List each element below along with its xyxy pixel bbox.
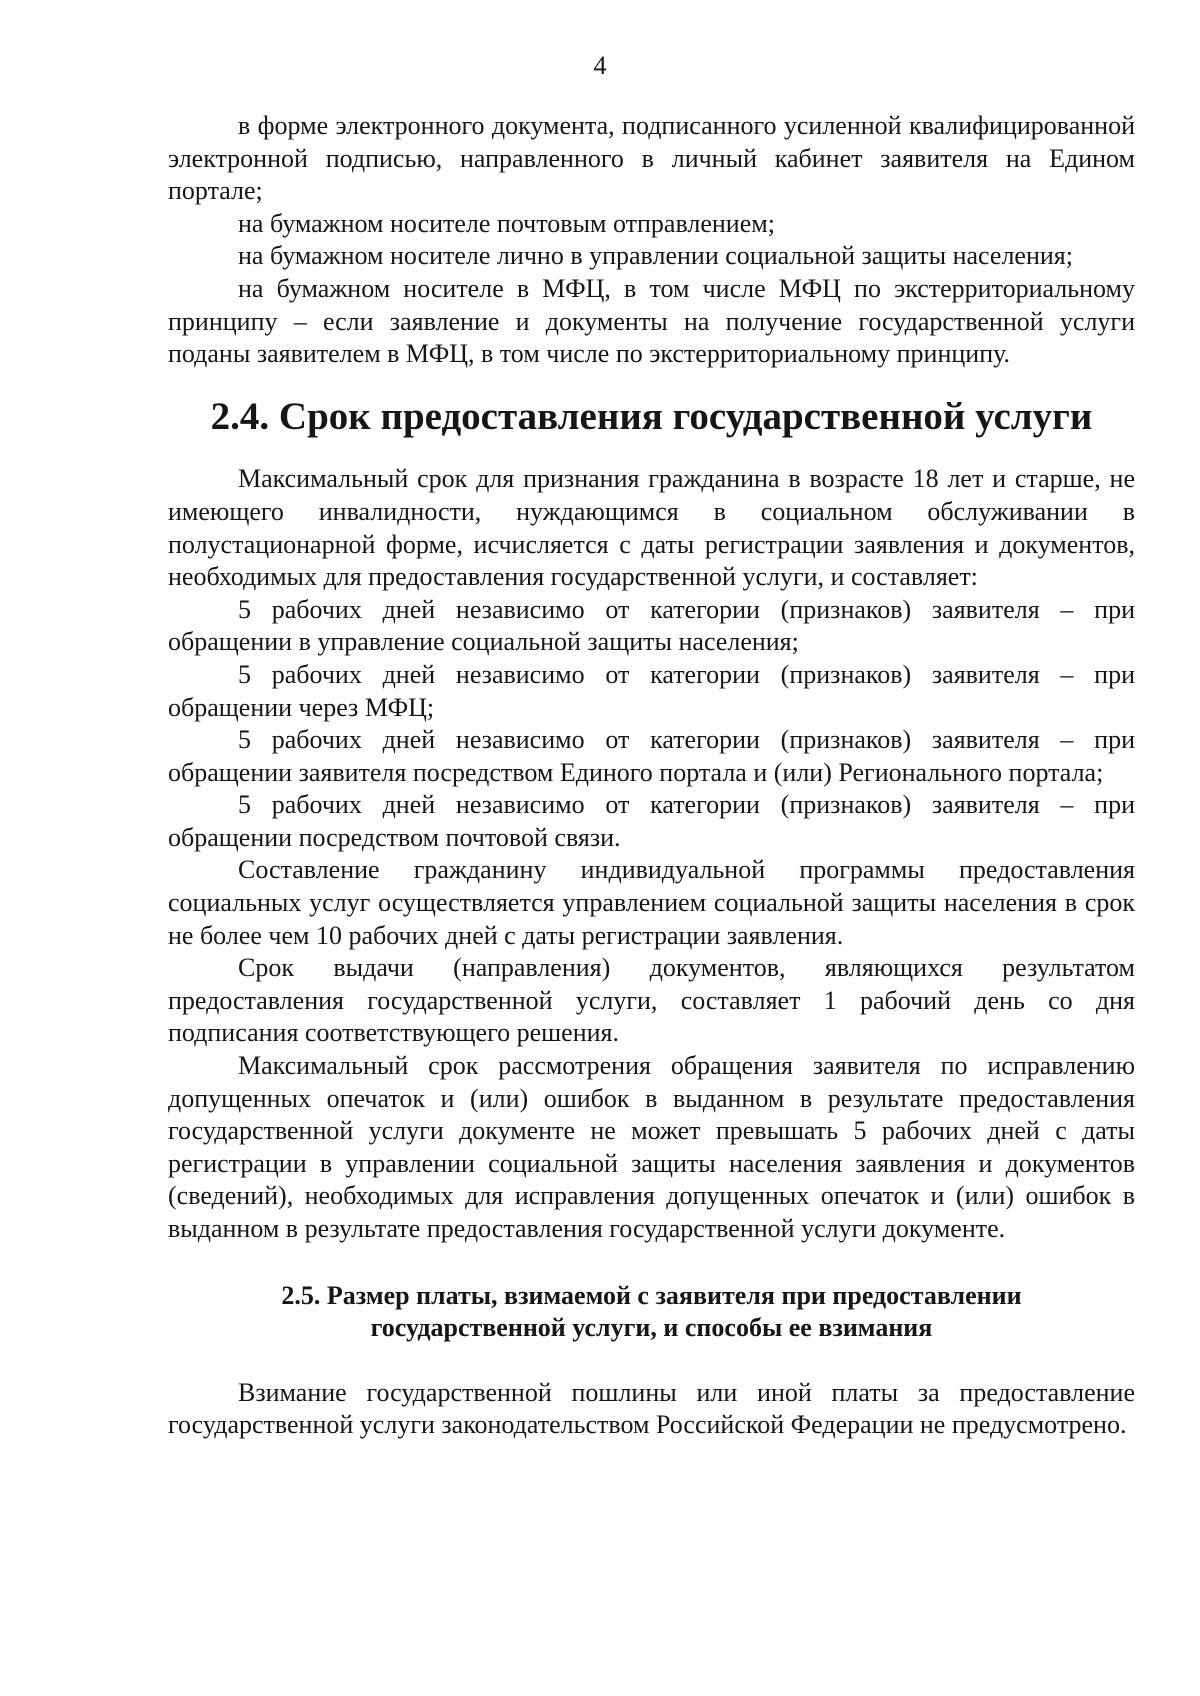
- paragraph-in-person: на бумажном носителе лично в управлении социальной защиты населения;: [238, 241, 1073, 271]
- paragraph-corrections-term: Максимальный срок рассмотрения обращения заявителя по исправлению допущенных опечаток и (или) ошибок в выданном в результате предоставления государственной услуги документе не может превышать 5 рабочих дней с даты регистрации в управлении социальной защиты населения заявления и документов (сведений), необходимых для исправления допущенных опечаток и (или) ошибок в выданном в результате предоставления государственной услуги документе.: [168, 1051, 1135, 1243]
- page-number: 4: [593, 51, 607, 80]
- paragraph-term-portal: 5 рабочих дней независимо от категории (признаков) заявителя – при обращении заявителя посредством Единого портала и (или) Регионального портала;: [168, 725, 1135, 787]
- paragraph-term-mfc: 5 рабочих дней независимо от категории (признаков) заявителя – при обращении через МФЦ;: [168, 659, 1135, 722]
- paragraph-individual-program: Составление гражданину индивидуальной программы предоставления социальных услуг осуществляется управлением социальной защиты населения в срок не более чем 10 рабочих дней с даты регистрации заявления.: [168, 855, 1135, 950]
- paragraph-issue-term: Срок выдачи (направления) документов, являющихся результатом предоставления государственной услуги, составляет 1 рабочий день со дня подписания соответствующего решения.: [168, 953, 1135, 1048]
- section-heading-2-5-line1: 2.5. Размер платы, взимаемой с заявителя при предоставлении: [281, 1280, 1022, 1310]
- section-heading-2-5: [168, 1280, 1135, 1345]
- paragraph-fee: Взимание государственной пошлины или иной платы за предоставление государственной услуги законодательством Российской Федерации не предусмотрено.: [168, 1377, 1135, 1440]
- section-heading-2-5-line2: государственной услуги, и способы ее взимания: [370, 1313, 933, 1343]
- document-body: [168, 110, 1135, 1442]
- paragraph-electronic-document: в форме электронного документа, подписанного усиленной квалифицированной электронной подписью, направленного в личный кабинет заявителя на Едином портале;: [168, 111, 1135, 206]
- paragraph-term-social-protection: 5 рабочих дней независимо от категории (признаков) заявителя – при обращении в управление социальной защиты населения;: [168, 594, 1135, 657]
- paragraph-mfc: на бумажном носителе в МФЦ, в том числе МФЦ по экстерриториальному принципу – если заявление и документы на получение государственной услуги поданы заявителем в МФЦ, в том числе по экстерриториальному принципу.: [168, 273, 1135, 369]
- paragraph-max-term: Максимальный срок для признания гражданина в возрасте 18 лет и старше, не имеющего инвалидности, нуждающимся в социальном обслуживании в полустационарной форме, исчисляется с даты регистрации заявления и документов, необходимых для предоставления государственной услуги, и составляет:: [168, 464, 1135, 592]
- paragraph-term-post: 5 рабочих дней независимо от категории (признаков) заявителя – при обращении посредством почтовой связи.: [168, 790, 1135, 852]
- section-heading-2-4: 2.4. Срок предоставления государственной услуги: [210, 394, 1093, 438]
- paragraph-postal: на бумажном носителе почтовым отправлением;: [238, 208, 775, 238]
